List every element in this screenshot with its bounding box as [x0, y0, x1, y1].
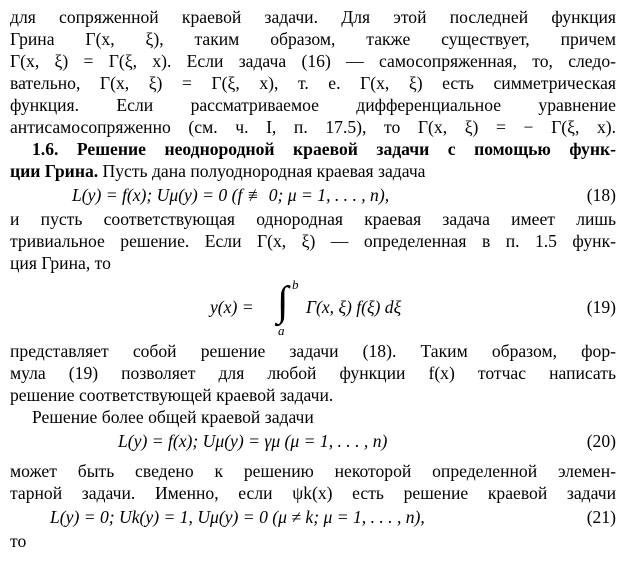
equation-19 [10, 274, 616, 340]
section-heading-tail: ции Грина. [10, 161, 99, 181]
last-line: то [10, 531, 27, 551]
equation-20-body: L(y) = f(x); Uμ(y) = γμ (μ = 1, . . . , n) [118, 431, 388, 451]
para3-line-2: мула (19) позволяет для любой функции f(x) тотчас написать [10, 363, 616, 383]
section-heading-cont [10, 160, 616, 182]
text-line-6: антисамосопряженно (см. ч. I, п. 17.5), то Γ(x, ξ) = − Γ(ξ, x). [10, 117, 616, 137]
equation-20-number: (20) [586, 431, 616, 451]
para2-line-3: ция Грина, то [10, 253, 111, 273]
equation-19-number: (19) [586, 297, 616, 317]
section-intro-text: Пусть дана полуоднородная краевая задача [98, 161, 426, 181]
integral-upper-limit: b [292, 277, 299, 292]
para2-line-2: тривиальное решение. Если Γ(x, ξ) — определенная в п. 1.5 функ- [10, 231, 616, 251]
para3-line-1: представляет собой решение задачи (18). Таким образом, фор- [10, 341, 616, 361]
section-heading: 1.6. Решение неоднородной краевой задачи с помощью функ- [32, 139, 616, 159]
equation-19-lhs: y(x) = [210, 297, 254, 317]
text-line-2: Грина Γ(x, ξ), таким образом, также существует, причем [10, 29, 616, 49]
text-line-3: Γ(x, ξ) = Γ(ξ, x). Если задача (16) — самосопряженная, то, следо- [10, 51, 616, 71]
integral-lower-limit: a [278, 323, 285, 338]
text-line-5: функция. Если рассматриваемое дифференциальное уравнение [10, 95, 616, 115]
equation-18-body: L(y) = f(x); Uμ(y) = 0 (f ≢ 0; μ = 1, . . . , n), [72, 185, 390, 205]
equation-20 [10, 428, 616, 454]
equation-21 [10, 504, 616, 530]
text-line-1: для сопряженной краевой задачи. Для этой последней функция [10, 7, 616, 27]
para4-line: Решение более общей краевой задачи [32, 407, 314, 427]
equation-21-body: L(y) = 0; Uk(y) = 1, Uμ(y) = 0 (μ ≠ k; μ = 1, . . . , n), [50, 507, 425, 527]
para3-line-3: решение соответствующей краевой задачи. [10, 385, 334, 405]
equation-19-rhs: Γ(x, ξ) f(ξ) dξ [306, 297, 402, 317]
equation-18 [10, 182, 616, 208]
text-line-4: вательно, Γ(x, ξ) = Γ(ξ, x), т. е. Γ(x, ξ) есть симметрическая [10, 73, 616, 93]
integral-sign: ∫ [277, 279, 289, 325]
para2-line-1: и пусть соответствующая однородная краевая задача имеет лишь [10, 209, 616, 229]
equation-18-number: (18) [586, 185, 616, 205]
equation-21-number: (21) [586, 507, 616, 527]
document-page [10, 6, 616, 552]
para5-line-2: тарной задачи. Именно, если ψk(x) есть решение краевой задачи [10, 483, 616, 503]
para5-line-1: может быть сведено к решению некоторой определенной элемен- [10, 461, 616, 481]
